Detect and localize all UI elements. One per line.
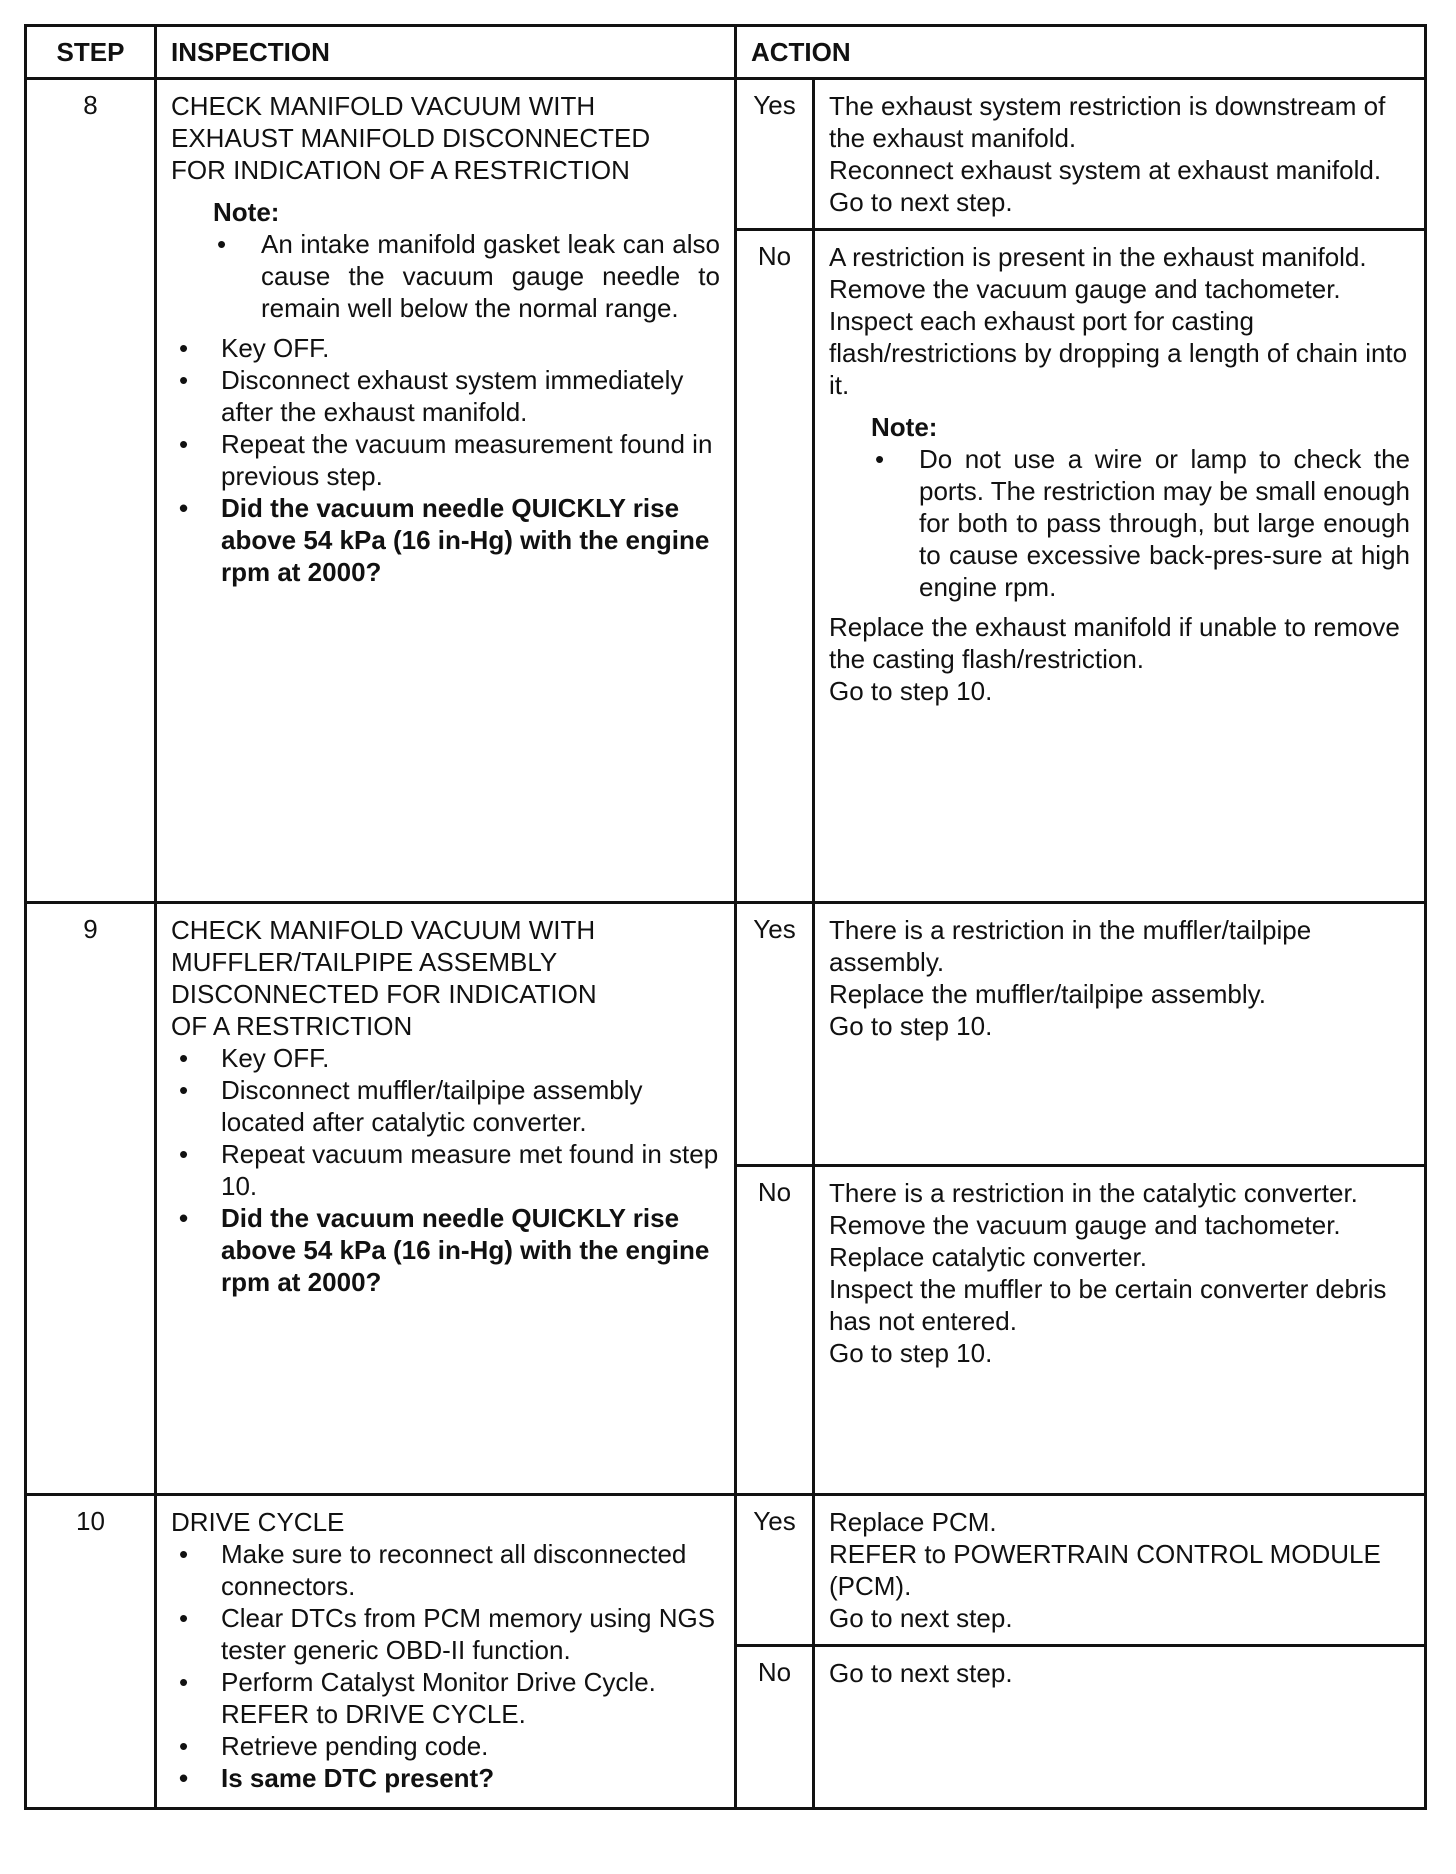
step-10-yes-row bbox=[26, 1495, 1426, 1646]
action-line: Remove the vacuum gauge and tachometer. bbox=[829, 274, 1341, 304]
action-line: REFER to POWERTRAIN CONTROL MODULE (PCM). bbox=[829, 1539, 1381, 1601]
bullet-item: • Perform Catalyst Monitor Drive Cycle. REFER to DRIVE CYCLE. bbox=[171, 1666, 720, 1730]
note-bullet: • An intake manifold gasket leak can also cause the vacuum gauge needle to remain well below the normal range. bbox=[213, 228, 720, 324]
no-label: No bbox=[736, 1646, 814, 1809]
yes-label: Yes bbox=[736, 79, 814, 230]
bullet-item: • Key OFF. bbox=[171, 332, 720, 364]
diagnostic-table bbox=[24, 24, 1427, 1810]
step-number: 8 bbox=[26, 79, 156, 903]
header-inspection: INSPECTION bbox=[156, 26, 736, 79]
step-bullets bbox=[171, 1538, 720, 1794]
action-line: Replace catalytic converter. bbox=[829, 1242, 1147, 1272]
action-line: Go to step 10. bbox=[829, 676, 993, 706]
step-question: • Did the vacuum needle QUICKLY rise above 54 kPa (16 in-Hg) with the engine rpm at 2000? bbox=[171, 1202, 720, 1298]
note-label: Note: bbox=[213, 197, 280, 227]
step-number: 9 bbox=[26, 903, 156, 1495]
step-title-line: CHECK MANIFOLD VACUUM WITH bbox=[171, 915, 596, 945]
action-line: Remove the vacuum gauge and tachometer. bbox=[829, 1210, 1341, 1240]
action-line: Go to step 10. bbox=[829, 1338, 993, 1368]
action-line: The exhaust system restriction is downstream of the exhaust manifold. bbox=[829, 91, 1386, 153]
no-label: No bbox=[736, 230, 814, 903]
bullet-item: • Repeat the vacuum measurement found in previous step. bbox=[171, 428, 720, 492]
step-8-inspection bbox=[156, 79, 736, 903]
step-bullets bbox=[171, 332, 720, 588]
action-line: Go to next step. bbox=[829, 187, 1013, 217]
action-line: Go to step 10. bbox=[829, 1011, 993, 1041]
yes-action bbox=[814, 1495, 1426, 1646]
action-line: There is a restriction in the catalytic converter. bbox=[829, 1178, 1358, 1208]
step-title-line: OF A RESTRICTION bbox=[171, 1011, 413, 1041]
bullet-item: • Repeat vacuum measure met found in step 10. bbox=[171, 1138, 720, 1202]
action-line: Replace PCM. bbox=[829, 1507, 997, 1537]
step-title-line: CHECK MANIFOLD VACUUM WITH bbox=[171, 91, 596, 121]
yes-label: Yes bbox=[736, 903, 814, 1166]
bullet-item: • Key OFF. bbox=[171, 1042, 720, 1074]
no-action bbox=[814, 230, 1426, 903]
step-bullets bbox=[171, 1042, 720, 1298]
step-10-inspection bbox=[156, 1495, 736, 1809]
action-line: Go to next step. bbox=[829, 1658, 1013, 1688]
bullet-item: • Make sure to reconnect all disconnected connectors. bbox=[171, 1538, 720, 1602]
bullet-item: • Clear DTCs from PCM memory using NGS tester generic OBD-II function. bbox=[171, 1602, 720, 1666]
step-number: 10 bbox=[26, 1495, 156, 1809]
bullet-item: • Retrieve pending code. bbox=[171, 1730, 720, 1762]
yes-action bbox=[814, 79, 1426, 230]
step-8-yes-row bbox=[26, 79, 1426, 230]
action-line: Reconnect exhaust system at exhaust manifold. bbox=[829, 155, 1382, 185]
action-line: Go to next step. bbox=[829, 1603, 1013, 1633]
note-bullet: • Do not use a wire or lamp to check the ports. The restriction may be small enough for both to pass through, but large enough to cause excessive back-pres-sure at high engine rpm. bbox=[871, 443, 1410, 603]
no-action bbox=[814, 1646, 1426, 1809]
step-9-yes-row bbox=[26, 903, 1426, 1166]
bullet-item: • Disconnect exhaust system immediately after the exhaust manifold. bbox=[171, 364, 720, 428]
action-line: Replace the muffler/tailpipe assembly. bbox=[829, 979, 1266, 1009]
header-row bbox=[26, 26, 1426, 79]
step-title-line: DISCONNECTED FOR INDICATION bbox=[171, 979, 597, 1009]
yes-action bbox=[814, 903, 1426, 1166]
note-block bbox=[829, 411, 1410, 603]
header-action: ACTION bbox=[736, 26, 1426, 79]
action-line: Inspect the muffler to be certain converter debris has not entered. bbox=[829, 1274, 1387, 1336]
step-question: • Is same DTC present? bbox=[171, 1762, 720, 1794]
step-title-line: MUFFLER/TAILPIPE ASSEMBLY bbox=[171, 947, 558, 977]
action-line: A restriction is present in the exhaust manifold. bbox=[829, 242, 1367, 272]
header-step: STEP bbox=[26, 26, 156, 79]
action-line: There is a restriction in the muffler/tailpipe assembly. bbox=[829, 915, 1312, 977]
step-question: • Did the vacuum needle QUICKLY rise above 54 kPa (16 in-Hg) with the engine rpm at 2000? bbox=[171, 492, 720, 588]
action-line: Replace the exhaust manifold if unable to remove the casting flash/restriction. bbox=[829, 612, 1400, 674]
step-title-line: DRIVE CYCLE bbox=[171, 1507, 345, 1537]
step-9-inspection bbox=[156, 903, 736, 1495]
bullet-item: • Disconnect muffler/tailpipe assembly located after catalytic converter. bbox=[171, 1074, 720, 1138]
no-action bbox=[814, 1166, 1426, 1495]
action-line: Inspect each exhaust port for casting flash/restrictions by dropping a length of chain into it. bbox=[829, 306, 1408, 400]
step-title-line: FOR INDICATION OF A RESTRICTION bbox=[171, 155, 630, 185]
note-block bbox=[171, 196, 720, 324]
note-label: Note: bbox=[871, 412, 938, 442]
yes-label: Yes bbox=[736, 1495, 814, 1646]
step-title-line: EXHAUST MANIFOLD DISCONNECTED bbox=[171, 123, 651, 153]
diagnostic-sheet bbox=[24, 24, 1427, 1810]
no-label: No bbox=[736, 1166, 814, 1495]
